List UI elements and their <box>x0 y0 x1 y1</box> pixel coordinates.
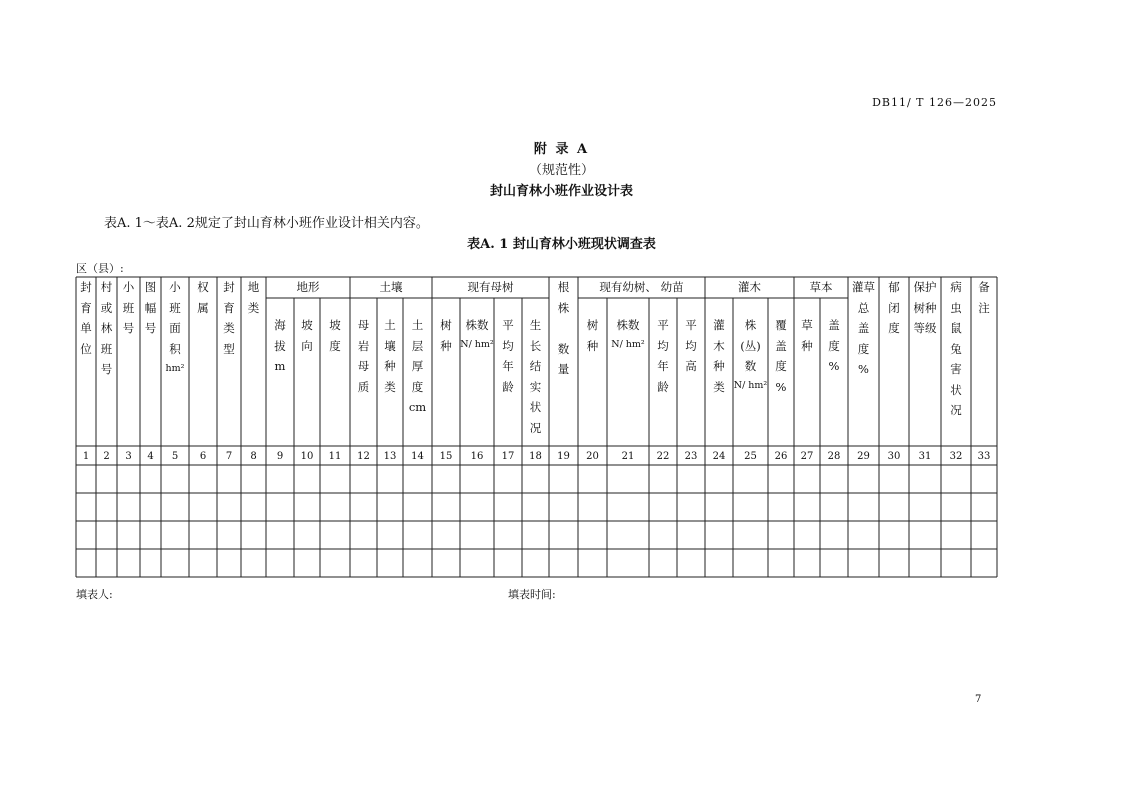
header-cell-16: 株数 <box>465 318 489 332</box>
column-number-22: 22 <box>656 451 670 462</box>
column-number-17: 17 <box>501 451 515 462</box>
column-number-11: 11 <box>328 451 342 462</box>
column-number-2: 2 <box>103 451 110 462</box>
header-cell-20: 树 种 <box>586 318 599 353</box>
column-number-5: 5 <box>171 451 179 462</box>
header-cell-29: 灌草 总 盖 度 % <box>852 280 875 376</box>
header-cell-3: 小 班 号 <box>122 280 135 335</box>
header-cell-24: 灌 木 种 类 <box>713 318 725 394</box>
column-number-10: 10 <box>300 451 314 462</box>
header-cell-17: 平 均 年 龄 <box>502 318 514 394</box>
group-young-trees: 现有幼树、 幼苗 <box>599 280 684 294</box>
header-cell-19: 根 株 数 量 <box>557 280 570 376</box>
header-cell-27: 草 种 <box>801 318 813 353</box>
column-number-30: 30 <box>887 451 901 462</box>
header-cell-14: 土 层 厚 度 cm <box>408 318 427 414</box>
header-cell-13: 土 壤 种 类 <box>384 318 396 394</box>
column-number-3: 3 <box>125 451 132 462</box>
group-soil: 土壤 <box>379 280 403 294</box>
header-cell-7: 封 育 类 型 <box>223 280 235 356</box>
column-number-32: 32 <box>949 451 963 462</box>
column-number-1: 1 <box>82 451 90 462</box>
column-number-29: 29 <box>857 451 870 462</box>
header-cell-6: 权 属 <box>197 280 209 315</box>
column-number-7: 7 <box>225 451 233 462</box>
column-number-4: 4 <box>147 451 154 462</box>
column-number-16: 16 <box>470 451 484 462</box>
header-cell-31: 保护 树种 等级 <box>913 280 937 335</box>
column-number-8: 8 <box>250 451 257 462</box>
header-cell-32: 病 虫 鼠 兔 害 状 况 <box>950 280 962 417</box>
column-number-15: 15 <box>439 451 453 462</box>
header-cell-10: 坡 向 <box>301 318 313 353</box>
header-cell-26: 覆 盖 度 % <box>775 318 787 394</box>
group-shrub: 灌木 <box>738 280 761 294</box>
group-herb: 草本 <box>809 280 833 294</box>
column-number-20: 20 <box>586 451 599 462</box>
header-cell-5: 小 班 面 积 <box>169 280 181 356</box>
table-title: 表A. 1 封山育林小班现状调查表 <box>467 237 656 252</box>
header-cell-16-unit: N/ hm² <box>460 339 494 350</box>
column-number-18: 18 <box>529 451 542 462</box>
header-cell-1: 封 育 单 位 <box>80 280 92 356</box>
filler-label: 填表人: <box>76 588 113 601</box>
header-cell-5-unit: hm² <box>165 363 185 374</box>
header-cell-9: 海 拔 m <box>274 318 286 373</box>
header-cell-30: 郁 闭 度 <box>888 280 900 335</box>
column-number-13: 13 <box>383 451 397 462</box>
header-cell-4: 图 幅 号 <box>144 280 157 335</box>
column-number-19: 19 <box>557 451 570 462</box>
fill-date-label: 填表时间: <box>508 588 556 601</box>
header-cell-18: 生 长 结 实 状 况 <box>529 318 542 435</box>
header-cell-33: 备 注 <box>978 280 990 315</box>
header-cell-25: 株 (丛) 数 <box>740 318 761 373</box>
document-code: DB11/ T 126—2025 <box>872 96 997 109</box>
header-cell-23: 平 均 高 <box>685 318 697 373</box>
header-cell-22: 平 均 年 龄 <box>657 318 669 394</box>
column-number-25: 25 <box>744 451 757 462</box>
column-number-28: 28 <box>827 451 841 462</box>
region-label: 区（县）: <box>76 262 124 275</box>
header-cell-12: 母 岩 母 质 <box>357 318 370 394</box>
appendix-title: 附 录 A <box>533 142 590 157</box>
header-cell-28: 盖 度 % <box>828 318 840 373</box>
column-number-12: 12 <box>357 451 370 462</box>
column-number-21: 21 <box>621 451 635 462</box>
column-number-14: 14 <box>411 451 424 462</box>
group-terrain: 地形 <box>296 280 320 294</box>
column-number-31: 31 <box>918 451 932 462</box>
header-cell-21-unit: N/ hm² <box>611 339 645 350</box>
header-cell-11: 坡 度 <box>329 318 341 353</box>
appendix-name: 封山育林小班作业设计表 <box>489 184 633 199</box>
appendix-type: （规范性） <box>528 163 594 178</box>
header-cell-15: 树 种 <box>440 318 452 353</box>
page-number: 7 <box>975 694 982 705</box>
intro-paragraph: 表A. 1～表A. 2规定了封山育林小班作业设计相关内容。 <box>104 216 429 231</box>
header-cell-2: 村 或 林 班 号 <box>100 280 113 376</box>
header-cell-21: 株数 <box>616 318 640 332</box>
column-number-33: 33 <box>977 451 991 462</box>
header-cell-25-unit: N/ hm² <box>733 380 768 391</box>
column-number-6: 6 <box>199 451 207 462</box>
column-number-9: 9 <box>276 451 284 462</box>
group-mother-trees: 现有母树 <box>467 280 514 294</box>
column-number-24: 24 <box>712 451 726 462</box>
column-number-26: 26 <box>774 451 788 462</box>
column-number-27: 27 <box>800 451 814 462</box>
column-number-23: 23 <box>684 451 698 462</box>
header-cell-8: 地 类 <box>247 280 260 315</box>
